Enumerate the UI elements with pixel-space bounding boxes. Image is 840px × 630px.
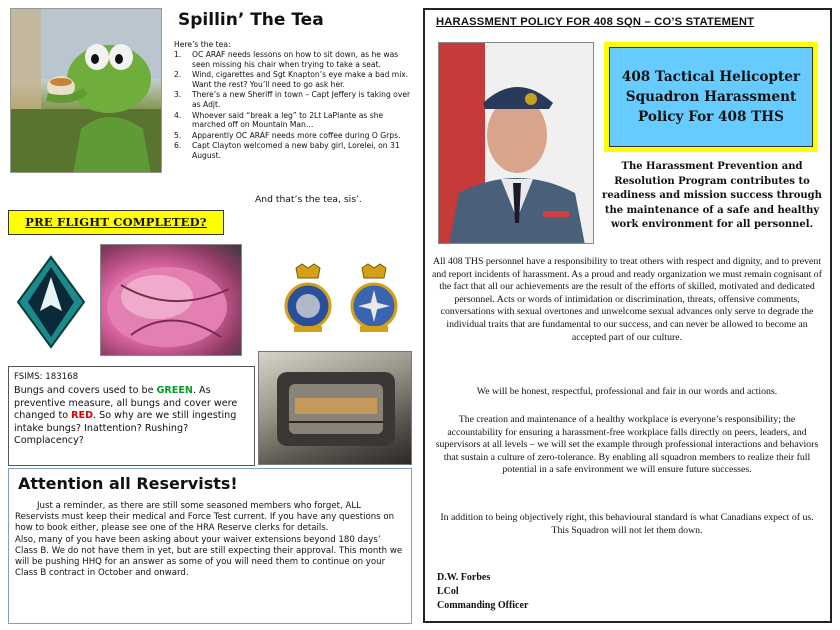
list-text: Capt Clayton welcomed a new baby girl, Lorelei, on 31 August. [192,141,400,160]
fsims-green-word: GREEN [156,385,193,397]
policy-title-box [604,42,818,152]
list-number: 5. [174,130,182,140]
policy-title: 408 Tactical Helicopter Squadron Harassment Policy For 408 THS [609,47,813,147]
policy-paragraph-2: We will be honest, respectful, professional and fair in our words and actions. [476,386,778,397]
reservists-paragraph-2: Also, many of you have been asking about your waiver extensions beyond 180 days’ Class B. We do not have them in yet, but are still expecting their approval. This month we will be pushing HHQ for an answer as some of you will need them to continue on your Class B contract in October and onward. [15,534,403,579]
tea-intro: Here’s the tea: [174,40,231,49]
list-item [174,70,418,89]
intake-illustration [259,352,412,465]
pink-intake-cover-photo [100,244,242,356]
list-text: Whoever said “break a leg” to 2Lt LaPlante as she marched off on Mountain Man… [192,110,384,130]
signature-name: D.W. Forbes [437,572,491,583]
list-text: Apparently OC ARAF needs more coffee during O Grps. [192,130,401,140]
policy-lead-statement: The Harassment Prevention and Resolution Program contributes to readiness and mission success through the maintenance of a safe and healthy work environment for all personnel. [602,161,822,231]
crest-icon [348,262,400,334]
preflight-banner: PRE FLIGHT COMPLETED? [8,210,224,235]
crest-icon [282,262,334,334]
list-item [174,90,418,109]
safety-badge-image [16,255,86,350]
commanding-officer-photo [438,42,594,244]
list-item [174,141,418,160]
tea-outro: And that’s the tea, sis’. [255,194,362,205]
list-number: 3. [174,90,182,100]
fsims-text-2: . As preventive measure, all bungs and cover were changed to [14,385,238,422]
list-item [174,111,418,130]
squadron-crest-right [348,262,400,334]
reservists-paragraph-1: Just a reminder, as there are still some seasoned members who forget, ALL Reservists must keep their medical and Force Test current. If you have any questions on how to book either, please see one of the HRA Reserve clerks for details. [15,501,395,534]
officer-portrait-illustration [439,43,594,244]
signature-block [437,571,528,613]
policy-paragraph-3: The creation and maintenance of a healthy workplace is everyone’s responsibility; the accountability for ensuring a harassment-free workplace falls directly on peers, leaders, and supervisors at all levels – we will set the example through professional interactions and behaviors that sustain a culture of zero-tolerance. By enabling all squadron members to realize their full potential in a safe environment we will ensure future successes. [435,414,819,476]
fsims-text-3: . So why are we still ingesting intake bungs? Inattention? Rushing? Complacency? [14,410,237,447]
policy-heading: HARASSMENT POLICY FOR 408 SQN – CO’S STATEMENT [436,16,755,28]
policy-paragraph-4: In addition to being objectively right, this behavioural standard is what Canadians expect of us. This Squadron will not let them down. [440,512,814,536]
reservists-title: Attention all Reservists! [18,474,238,493]
fsims-id: FSIMS: 183168 [14,372,79,382]
list-number: 1. [174,50,182,59]
signature-rank: LCol [437,586,459,597]
policy-paragraph-1: All 408 THS personnel have a responsibility to treat others with respect and dignity, and to prevent and report incidents of harassment. As a proud and ready organization we must remain cognisant of the fact that all our achievements are the result of the efforts of skilled, motivated and dedicated personnel. Acts or words of intimidation or discrimination, threats, offensive comments, conversations with sexual overtones and unwelcome sexual advances only serve to degrade the individual traits that are fundamental to our success, and can never be allowed to become an accepted part of our culture. [432,256,822,343]
tea-title: Spillin’ The Tea [178,10,324,30]
fsims-text-1: Bungs and covers used to be [14,385,157,397]
signature-role: Commanding Officer [437,600,529,611]
kermit-tea-meme-image [10,8,162,173]
engine-intake-photo [258,351,412,465]
list-number: 6. [174,141,182,151]
squadron-crest-left [282,262,334,334]
list-item [174,131,418,141]
list-item [174,50,418,69]
kermit-illustration [11,9,162,173]
diamond-badge-icon [16,255,86,350]
fsims-red-word: RED [71,410,94,422]
reservists-notice [8,468,412,624]
pink-cover-illustration [101,245,242,356]
list-text: OC ARAF needs lessons on how to sit down, as he was seen missing his chair when trying to take a seat. [192,50,399,69]
list-text: There’s a new Sheriff in town – Capt Jeffery is taking over as Adjt. [192,90,411,109]
fsims-notice [8,366,255,466]
tea-list [174,50,418,162]
list-number: 4. [174,110,182,120]
list-text: Wind, cigarettes and Sgt Knapton’s eye make a bad mix. Want the rest? You’ll need to go ask her. [192,70,409,89]
list-number: 2. [174,70,182,80]
